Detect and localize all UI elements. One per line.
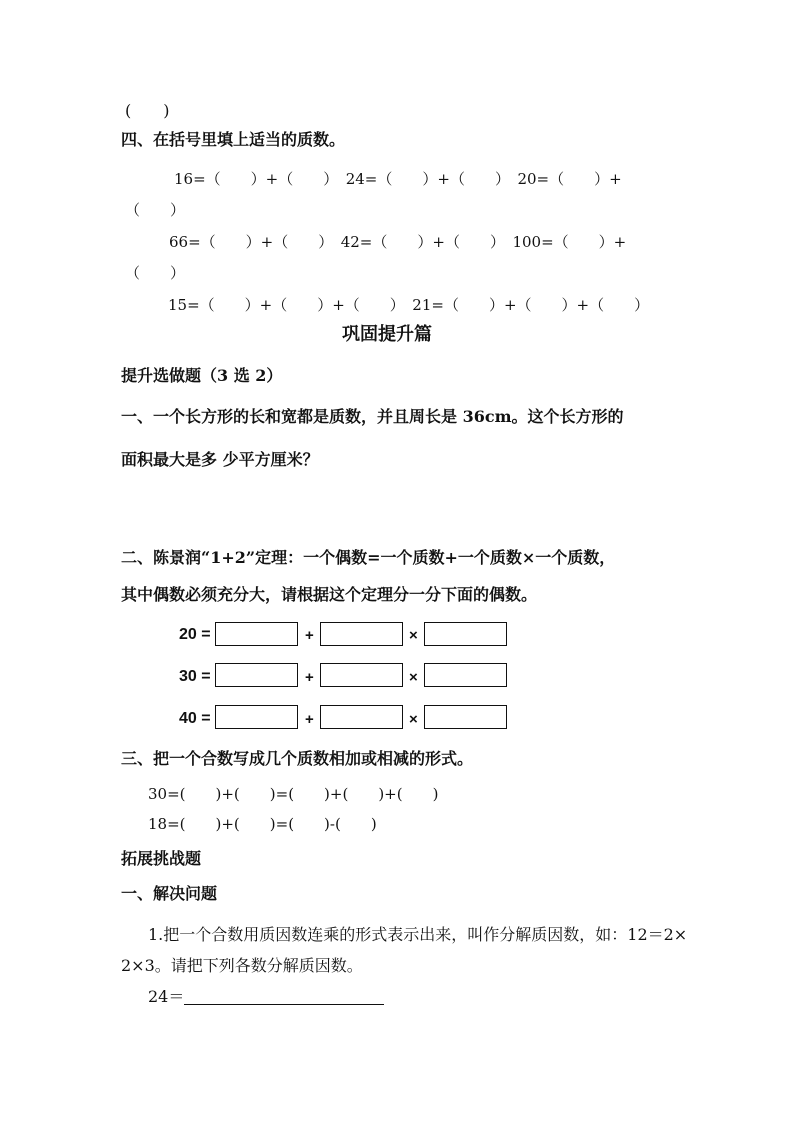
factorization-answer-line[interactable] bbox=[184, 1004, 384, 1005]
leftover-parentheses: ( ) bbox=[125, 101, 170, 120]
composite-equation-30: 30=( )+( )=( )+( )+( ) bbox=[148, 785, 439, 803]
rectangle-problem-line-1: 一、一个长方形的长和宽都是质数，并且周长是 36cm。这个长方形的 bbox=[121, 407, 624, 426]
answer-box-20-prime-2[interactable] bbox=[320, 622, 403, 646]
fill-row-label-30: 30 = bbox=[179, 668, 211, 685]
prime-factorization-line-2: 2×3。请把下列各数分解质因数。 bbox=[121, 956, 363, 975]
prime-sum-line-2: 66=（ ）+（ ） 42=（ ）+（ ） 100=（ ）+ bbox=[169, 233, 627, 251]
plus-sign-40: + bbox=[305, 711, 314, 728]
fill-row-label-40: 40 = bbox=[179, 710, 211, 727]
chen-theorem-line-1: 二、陈景润“1+2”定理：一个偶数=一个质数+一个质数×一个质数， bbox=[121, 548, 616, 567]
composite-problem-title: 三、把一个合数写成几个质数相加或相减的形式。 bbox=[121, 749, 474, 768]
times-sign-30: × bbox=[409, 669, 418, 686]
answer-box-30-prime-2[interactable] bbox=[320, 663, 403, 687]
prime-sum-line-1: 16=（ ）+（ ） 24=（ ）+（ ） 20=（ ）+ bbox=[174, 170, 622, 188]
times-sign-20: × bbox=[409, 627, 418, 644]
answer-box-40-prime-1[interactable] bbox=[215, 705, 298, 729]
section-four-title: 四、在括号里填上适当的质数。 bbox=[121, 130, 346, 149]
answer-box-40-prime-2[interactable] bbox=[320, 705, 403, 729]
factorization-answer-label: 24＝ bbox=[148, 987, 185, 1006]
plus-sign-20: + bbox=[305, 627, 314, 644]
consolidation-title: 巩固提升篇 bbox=[342, 324, 432, 345]
answer-box-30-prime-1[interactable] bbox=[215, 663, 298, 687]
extension-title: 拓展挑战题 bbox=[121, 849, 202, 868]
answer-box-40-prime-3[interactable] bbox=[424, 705, 507, 729]
answer-box-30-prime-3[interactable] bbox=[424, 663, 507, 687]
consolidation-subtitle: 提升选做题（3 选 2） bbox=[121, 366, 283, 385]
fill-row-label-20: 20 = bbox=[179, 626, 211, 643]
extension-subtitle: 一、解决问题 bbox=[121, 884, 218, 903]
prime-sum-line-1-wrap: （ ） bbox=[125, 201, 186, 219]
composite-equation-18: 18=( )+( )=( )-( ) bbox=[148, 815, 377, 833]
prime-sum-line-2-wrap: （ ） bbox=[125, 264, 186, 282]
prime-sum-line-3: 15=（ ）+（ ）+（ ） 21=（ ）+（ ）+（ ） bbox=[168, 296, 650, 314]
plus-sign-30: + bbox=[305, 669, 314, 686]
chen-theorem-line-2: 其中偶数必须充分大，请根据这个定理分一分下面的偶数。 bbox=[121, 585, 538, 604]
answer-box-20-prime-1[interactable] bbox=[215, 622, 298, 646]
times-sign-40: × bbox=[409, 711, 418, 728]
rectangle-problem-line-2: 面积最大是多 少平方厘米？ bbox=[121, 450, 319, 469]
prime-factorization-line-1: 1.把一个合数用质因数连乘的形式表示出来，叫作分解质因数，如：12＝2× bbox=[148, 925, 688, 944]
answer-box-20-prime-3[interactable] bbox=[424, 622, 507, 646]
